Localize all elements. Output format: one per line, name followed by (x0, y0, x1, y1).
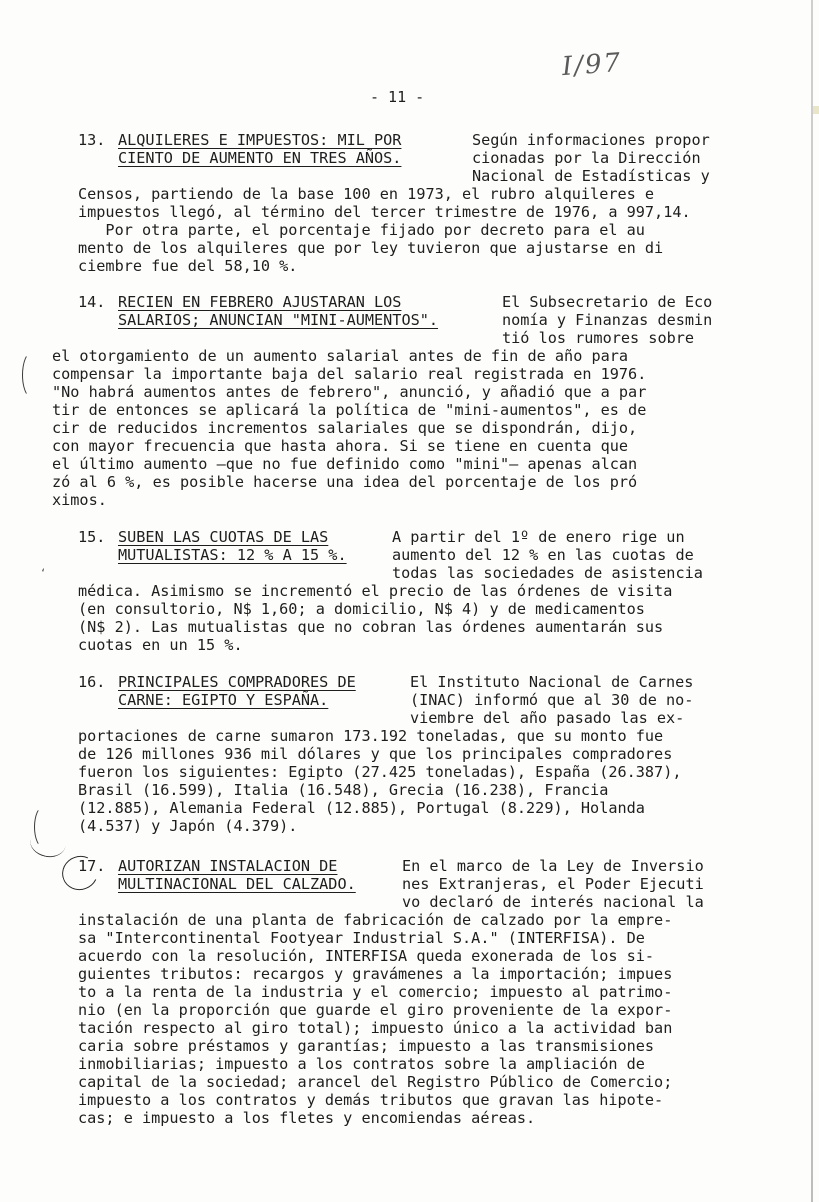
body-line: (en consultorio, N$ 1,60; a domicilio, N$ 4) y de medicamentos (78, 600, 645, 618)
item-number: 16. (78, 673, 106, 691)
body-line: acuerdo con la resolución, INTERFISA queda exonerada de los si- (78, 947, 655, 965)
body-line: con mayor frecuencia que hasta ahora. Si se tiene en cuenta que (52, 437, 629, 455)
side-text-line: todas las sociedades de asistencia (392, 564, 703, 582)
body-line: Por otra parte, el porcentaje fijado por decreto para el au (78, 221, 645, 239)
side-text-line: En el marco de la Ley de Inversio (402, 857, 704, 875)
side-text-line: tió los rumores sobre (502, 329, 695, 347)
handwritten-stamp: I/97 (561, 47, 624, 83)
body-line: cuotas en un 15 %. (78, 636, 243, 654)
item-number: 13. (78, 131, 106, 149)
side-text-line: El Instituto Nacional de Carnes (410, 673, 694, 691)
body-line: zó al 6 %, es posible hacerse una idea del porcentaje de los pró (52, 473, 638, 491)
body-line: (N$ 2). Las mutualistas que no cobran las órdenes aumentarán sus (78, 618, 664, 636)
headline-line: MUTUALISTAS: 12 % A 15 %. (118, 546, 347, 564)
body-line: el otorgamiento de un aumento salarial antes de fin de año para (52, 347, 629, 365)
body-line: Brasil (16.599), Italia (16.548), Grecia (16.238), Francia (78, 781, 609, 799)
body-line: inmobiliarias; impuesto a los contratos sobre la ampliación de (78, 1055, 645, 1073)
body-line: to a la renta de la industria y el comercio; impuesto al patrimo- (78, 983, 673, 1001)
side-text-line: Nacional de Estadísticas y (472, 167, 710, 185)
side-text-line: viembre del año pasado las ex- (410, 709, 685, 727)
side-text-line: nomía y Finanzas desmin (502, 311, 713, 329)
body-line: mento de los alquileres que por ley tuvieron que ajustarse en di (78, 239, 664, 257)
margin-bracket-mark (22, 352, 41, 398)
body-line: impuesto a los contratos y demás tributos que gravan las hipote- (78, 1091, 664, 1109)
item-number: 17. (78, 857, 106, 875)
side-text-line: El Subsecretario de Eco (502, 293, 713, 311)
headline-line: CIENTO DE AUMENTO EN TRES AÑOS. (118, 149, 402, 167)
headline-line: RECIEN EN FEBRERO AJUSTARAN LOS (118, 293, 402, 311)
body-line: de 126 millones 936 mil dólares y que los principales compradores (78, 745, 673, 763)
body-line: caria sobre préstamos y garantías; impuesto a las transmisiones (78, 1037, 655, 1055)
body-line: impuestos llegó, al término del tercer trimestre de 1976, a 997,14. (78, 203, 691, 221)
margin-hook-mark (27, 825, 68, 861)
side-text-line: cionadas por la Dirección (472, 149, 701, 167)
body-line: compensar la importante baja del salario real registrada en 1976. (52, 365, 647, 383)
body-line: nio (en la proporción que guarde el giro proveniente de la expor- (78, 1001, 673, 1019)
body-line: médica. Asimismo se incrementó el precio de las órdenes de visita (78, 582, 673, 600)
body-line: fueron los siguientes: Egipto (27.425 toneladas), España (26.387), (78, 763, 682, 781)
body-line: guientes tributos: recargos y gravámenes a la importación; impues (78, 965, 673, 983)
body-line: ciembre fue del 58,10 %. (78, 257, 298, 275)
page-number: - 11 - (370, 88, 425, 106)
headline-line: CARNE: EGIPTO Y ESPAÑA. (118, 691, 329, 709)
side-text-line: (INAC) informó que al 30 de no- (410, 691, 694, 709)
headline-line: PRINCIPALES COMPRADORES DE (118, 673, 356, 691)
headline-line: SUBEN LAS CUOTAS DE LAS (118, 528, 329, 546)
side-text-line: nes Extranjeras, el Poder Ejecuti (402, 875, 704, 893)
headline-line: ALQUILERES E IMPUESTOS: MIL POR (118, 131, 402, 149)
page-edge (811, 0, 813, 1202)
body-line: cas; e impuesto a los fletes y encomiendas aéreas. (78, 1109, 536, 1127)
body-line: cir de reducidos incrementos salariales que se dispondrán, dijo, (52, 419, 638, 437)
page-tab (813, 106, 819, 114)
margin-tick-mark: ‘ (40, 568, 47, 579)
headline-line: MULTINACIONAL DEL CALZADO. (118, 875, 356, 893)
side-text-line: A partir del 1º de enero rige un (392, 528, 685, 546)
side-text-line: Según informaciones propor (472, 131, 710, 149)
body-line: sa "Intercontinental Footyear Industrial S.A." (INTERFISA). De (78, 929, 645, 947)
body-line: (12.885), Alemania Federal (12.885), Portugal (8.229), Holanda (78, 799, 645, 817)
body-line: instalación de una planta de fabricación de calzado por la empre- (78, 911, 673, 929)
body-line: portaciones de carne sumaron 173.192 toneladas, que su monto fue (78, 727, 664, 745)
body-line: (4.537) y Japón (4.379). (78, 817, 298, 835)
body-line: capital de la sociedad; arancel del Registro Público de Comercio; (78, 1073, 673, 1091)
side-text-line: aumento del 12 % en las cuotas de (392, 546, 694, 564)
body-line: el último aumento —que no fue definido como "mini"— apenas alcan (52, 455, 638, 473)
body-line: Censos, partiendo de la base 100 en 1973, el rubro alquileres e (78, 185, 655, 203)
headline-line: AUTORIZAN INSTALACION DE (118, 857, 338, 875)
body-line: ximos. (52, 491, 107, 509)
body-line: tación respecto al giro total); impuesto único a la actividad ban (78, 1019, 673, 1037)
item-number: 15. (78, 528, 106, 546)
body-line: tir de entonces se aplicará la política de "mini-aumentos", es de (52, 401, 647, 419)
headline-line: SALARIOS; ANUNCIAN "MINI-AUMENTOS". (118, 311, 439, 329)
side-text-line: vo declaró de interés nacional la (402, 893, 704, 911)
body-line: "No habrá aumentos antes de febrero", anunció, y añadió que a par (52, 383, 647, 401)
item-number: 14. (78, 293, 106, 311)
